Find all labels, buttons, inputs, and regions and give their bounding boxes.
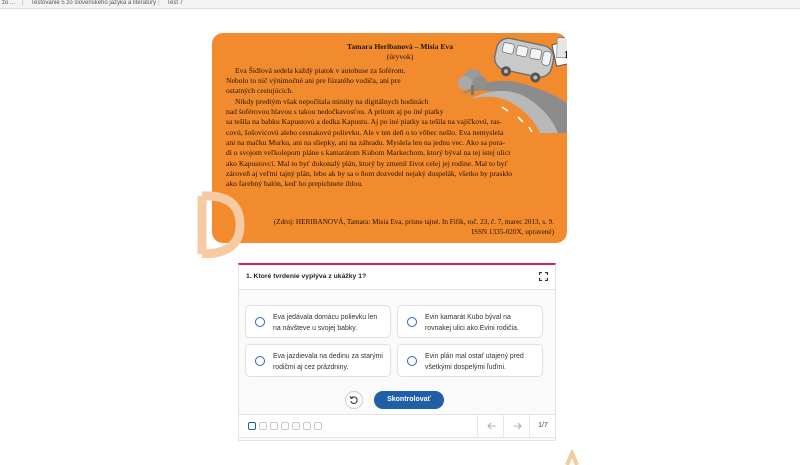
- answer-option-text: Evin plán mal ostať utajený pred všetkými dospelými ľuďmi.: [425, 353, 524, 371]
- answer-option-text: Eva jedávala domácu polievku len na návšteve u svojej babky.: [273, 314, 378, 332]
- radio-icon[interactable]: [407, 317, 417, 327]
- radio-icon[interactable]: [255, 317, 265, 327]
- text-line: nad šoférovou hlavou s takou nedočkavosťou. A pritom aj po iné piatky: [226, 107, 444, 117]
- text-line: ako Kapustovci. Mal to byť dokonalý plán, ktorý by zmenil život celej jej rodine. Mal to byť: [226, 158, 508, 168]
- source-line: ISSN 1335-020X, upravené): [471, 228, 554, 236]
- answer-option-4[interactable]: [397, 344, 543, 377]
- radio-icon[interactable]: [407, 356, 417, 366]
- text-line: zároveň aj veľmi tajný plán, lebo ak by sa o ňom dozvedel nejaký dospelák, všetko by prasklo: [226, 169, 513, 179]
- check-answer-button[interactable]: Skontrolovať: [374, 391, 444, 409]
- text-line: Nebolo to nič výnimočné ani pre fúzatého vodiča, ani pre: [226, 76, 401, 86]
- breadcrumb-separator: |: [22, 0, 24, 6]
- text-line: dí o svojom veľkolepom pláne s kamarátom Kubom Markechom, ktorý býval na tej istej ulici: [226, 148, 511, 158]
- answer-option-text: Eva jazdievala na dedinu za starými rodičmi aj cez prázdniny.: [273, 353, 383, 371]
- breadcrumb-item-course[interactable]: Testovanie 5 zo slovenského jazyka a literatúry: [31, 0, 157, 6]
- answer-option-3[interactable]: [245, 344, 391, 377]
- decorative-mark: [565, 450, 579, 465]
- decorative-letter-d: [188, 188, 248, 258]
- excerpt-number-badge: 1.: [564, 50, 572, 61]
- excerpt-source: [254, 217, 554, 237]
- breadcrumb-item-home[interactable]: žo ...: [2, 0, 16, 6]
- next-button[interactable]: [503, 415, 530, 437]
- excerpt-subtitle: (úryvok): [386, 52, 414, 62]
- page-indicator: 1/7: [529, 415, 556, 437]
- pagination-bar: [238, 414, 556, 438]
- excerpt-title: Tamara Heribanová – Misia Eva: [346, 42, 454, 51]
- reset-button[interactable]: [345, 391, 363, 409]
- progress-dot[interactable]: [303, 422, 311, 430]
- reset-icon: [349, 395, 359, 405]
- paragraph-1: [226, 66, 448, 97]
- text-line: Nikdy predtým však nepočítala minúty na digitálnych hodinách: [235, 96, 429, 106]
- progress-dot[interactable]: [259, 422, 267, 430]
- breadcrumb: [0, 0, 800, 9]
- breadcrumb-separator: |: [158, 0, 160, 6]
- text-line: ako farebný balón, keď ho prepichnete ihlou.: [226, 179, 363, 189]
- text-line: sa tešila na babku Kapustovú a dedka Kapustu. Aj po iné piatky sa tešila na vajíčkovú, ras-: [226, 117, 502, 127]
- text-line: covú, šošovicovú alebo cesnakovú polievku. Ale v ten deň o to vôbec nešlo. Eva nemyslela: [226, 127, 504, 137]
- answer-option-1[interactable]: [245, 305, 391, 338]
- text-line: ani na mačku Murku, ani na sliepky, ani na záhradu. Myslela len na jednu vec. Ako sa pora-: [226, 138, 505, 148]
- question-header: [239, 265, 555, 290]
- progress-dot[interactable]: [270, 422, 278, 430]
- text-excerpt-card: [212, 33, 572, 243]
- progress-dot[interactable]: [292, 422, 300, 430]
- question-title: 1. Ktoré tvrdenie vyplýva z ukážky 1?: [246, 273, 367, 280]
- answer-option-2[interactable]: [397, 305, 543, 338]
- source-line: (Zdroj: HERIBANOVÁ, Tamara: Misia Eva, prísne tajné. In Fifík, roč. 23, č. 7, marec 2013, s. 9.: [273, 218, 554, 226]
- expand-icon[interactable]: [539, 272, 548, 281]
- arrow-right-icon: [513, 422, 522, 430]
- bus-illustration: [440, 33, 572, 133]
- progress-dot[interactable]: [314, 422, 322, 430]
- progress-dot[interactable]: [281, 422, 289, 430]
- answer-option-text: Evin kamarát Kubo býval na rovnakej ulici ako Evini rodičia.: [425, 314, 519, 332]
- text-line: ostatných cestujúcich.: [226, 86, 294, 96]
- radio-icon[interactable]: [255, 356, 265, 366]
- text-line: Eva Šidlová sedela každý piatok v autobuse za šoférom.: [235, 65, 406, 75]
- previous-button[interactable]: [477, 415, 504, 437]
- breadcrumb-item-test[interactable]: Test 7: [167, 0, 184, 6]
- arrow-left-icon: [487, 422, 496, 430]
- progress-dot[interactable]: [248, 422, 256, 430]
